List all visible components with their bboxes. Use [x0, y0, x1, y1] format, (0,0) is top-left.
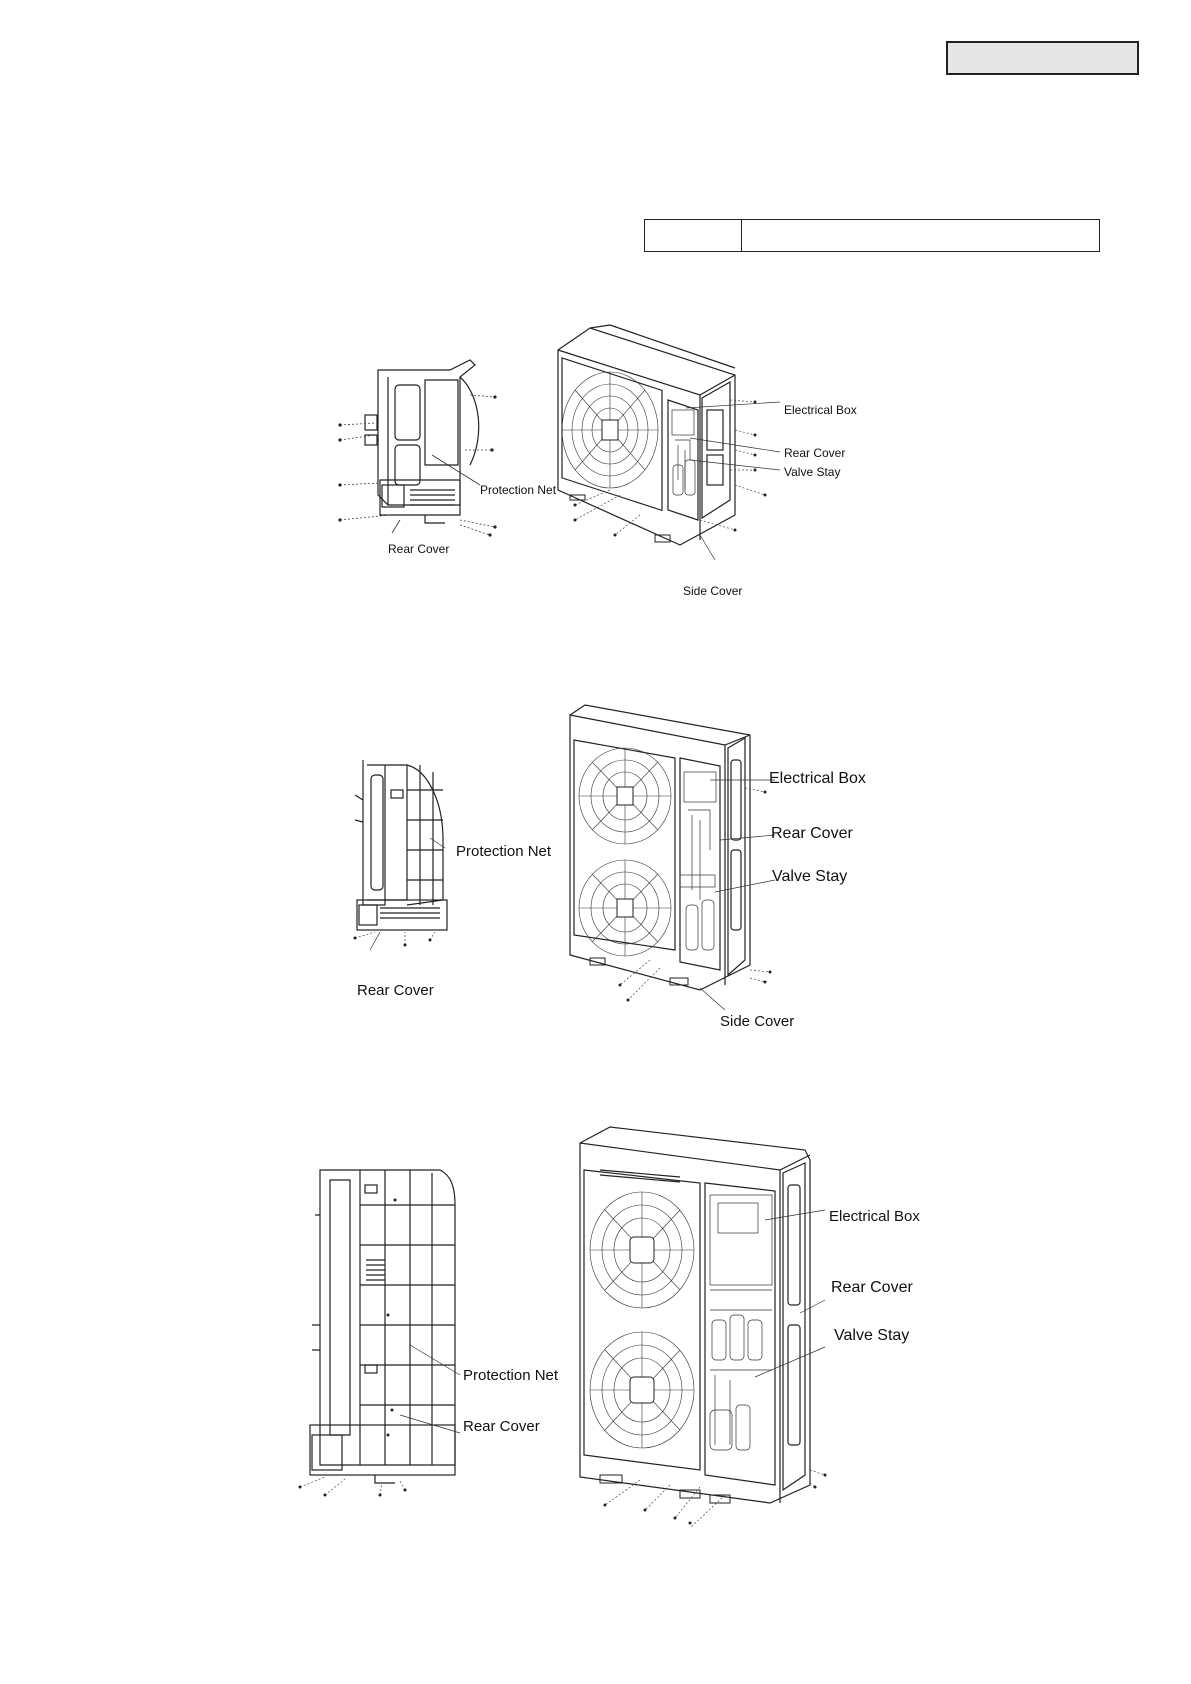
- figure2-side-view: [335, 760, 445, 960]
- fig2-label-valve-stay: Valve Stay: [772, 868, 848, 885]
- figure3-unit-view: [560, 1125, 840, 1525]
- info-table-cell-2: [742, 220, 1099, 251]
- info-table-cell-1: [645, 220, 742, 251]
- fig1-label-side-cover: Side Cover: [683, 584, 743, 598]
- fig2-label-electrical-box: Electrical Box: [769, 770, 866, 787]
- figure3-side-view: [300, 1165, 460, 1510]
- fig1-label-rear-cover-right: Rear Cover: [784, 446, 846, 460]
- fig3-label-electrical-box: Electrical Box: [829, 1208, 920, 1225]
- fig2-label-protection-net: Protection Net: [456, 843, 552, 860]
- fig3-label-protection-net: Protection Net: [463, 1367, 559, 1384]
- figure1-side-view: [340, 355, 510, 545]
- fig2-label-rear-cover-left: Rear Cover: [357, 982, 434, 999]
- fig3-label-valve-stay: Valve Stay: [834, 1327, 910, 1344]
- fig1-label-protection-net: Protection Net: [480, 483, 557, 497]
- header-box: [946, 41, 1139, 75]
- fig1-label-rear-cover-left: Rear Cover: [388, 542, 450, 556]
- info-table: [644, 219, 1100, 252]
- fig1-label-valve-stay: Valve Stay: [784, 465, 841, 479]
- fig2-label-side-cover: Side Cover: [720, 1013, 795, 1030]
- fig2-label-rear-cover-right: Rear Cover: [771, 825, 853, 842]
- fig3-label-rear-cover-right: Rear Cover: [831, 1279, 913, 1296]
- figure2-unit-view: [560, 700, 790, 1010]
- fig3-label-rear-cover-left: Rear Cover: [463, 1418, 540, 1435]
- figure1-unit-view: [550, 320, 790, 560]
- fig1-label-electrical-box: Electrical Box: [784, 403, 857, 417]
